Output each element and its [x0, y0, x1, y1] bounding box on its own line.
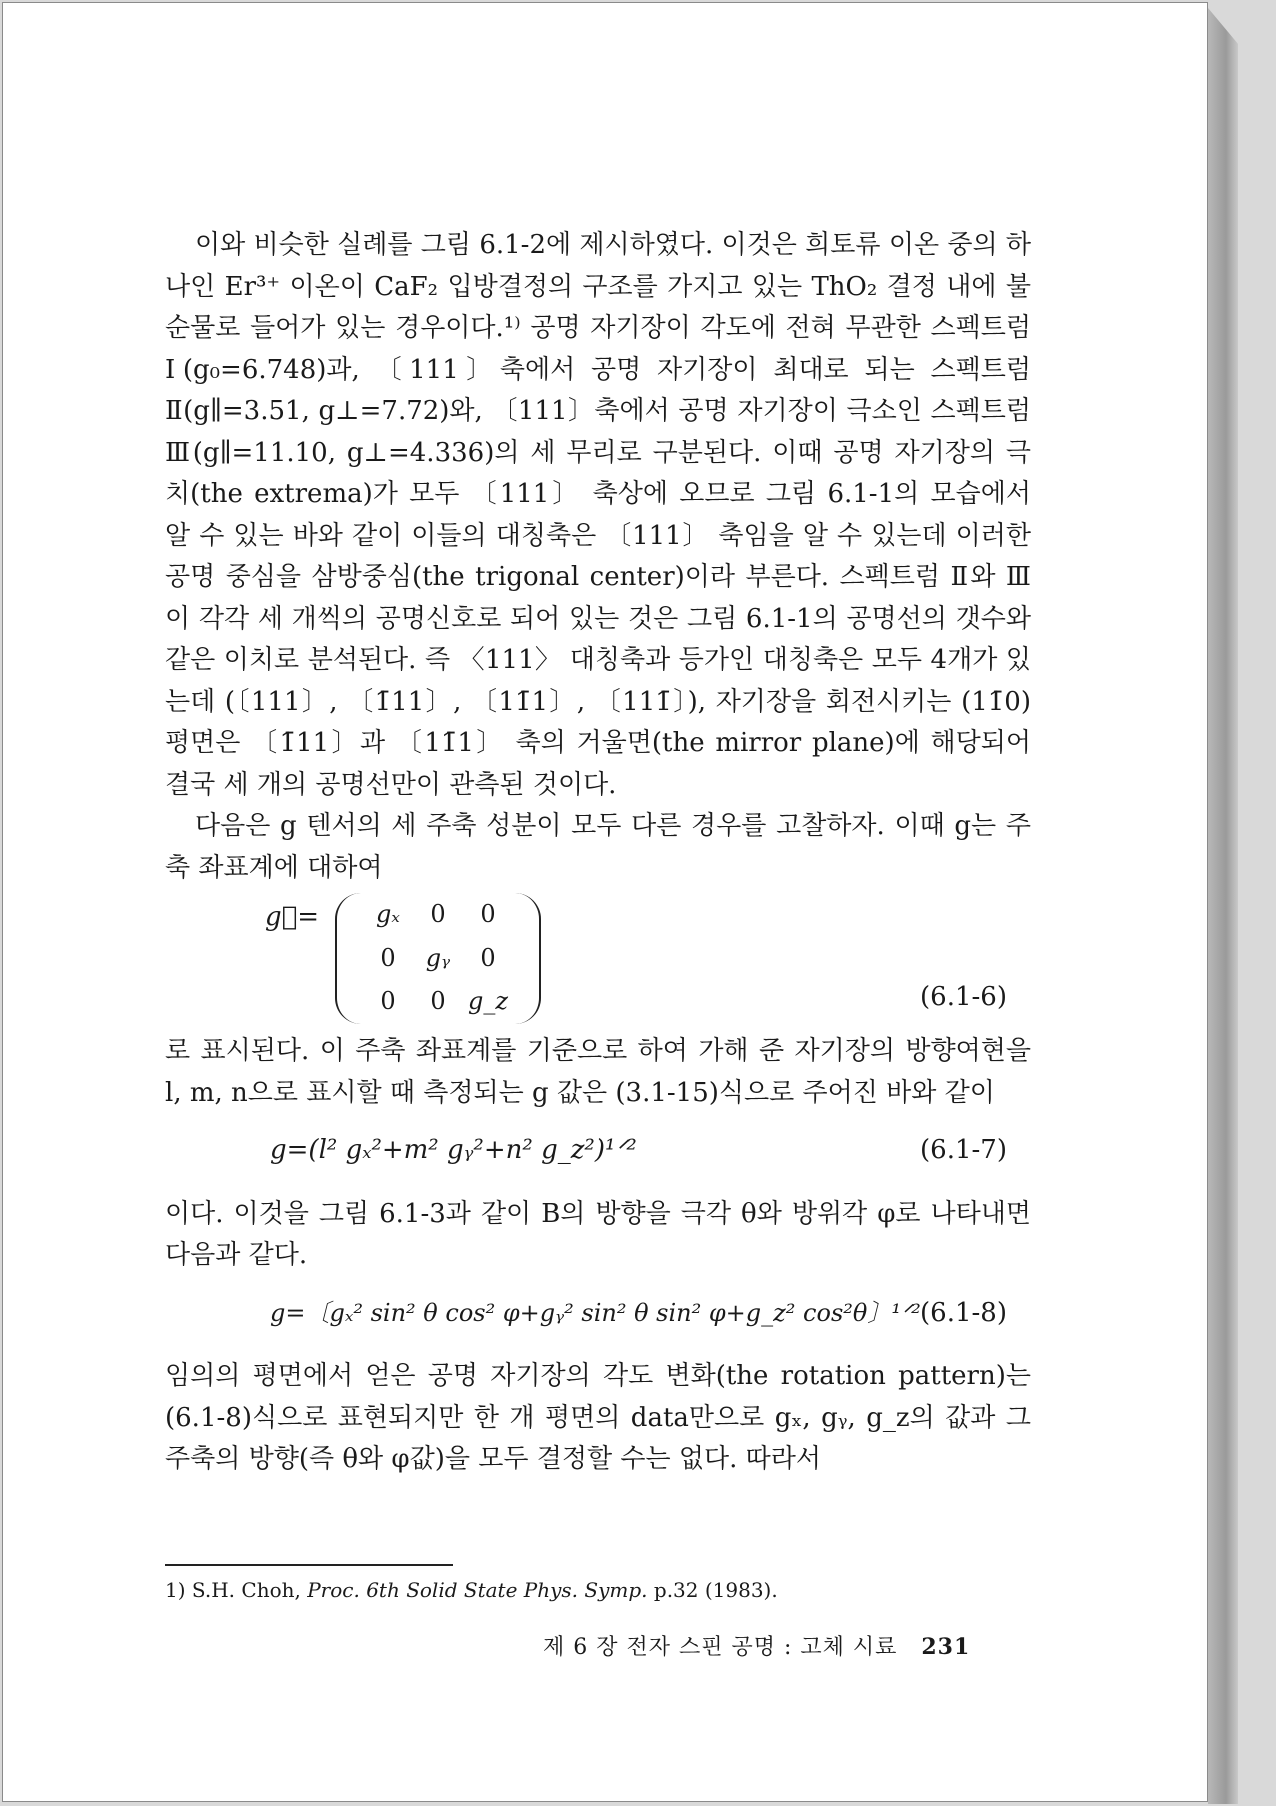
footnote	[165, 1575, 778, 1605]
equation-6-1-8	[165, 1293, 1031, 1335]
paragraph-4: 이다. 이것을 그림 6.1-3과 같이 B의 방향을 극각 θ와 방위각 φ로 나타내면 다음과 같다.	[165, 1198, 1031, 1270]
equation-6-1-6	[165, 897, 1031, 1021]
equation-number: (6.1-6)	[920, 982, 1007, 1012]
matrix-cell: g_z	[467, 987, 508, 1015]
equation-number: (6.1-8)	[920, 1297, 1007, 1328]
matrix-cell: 0	[380, 987, 396, 1015]
equation-6-1-7	[165, 1130, 1031, 1172]
footnote-source: Proc. 6th Solid State Phys. Symp.	[307, 1578, 648, 1602]
equation-expression: g=(l² gₓ²+m² gᵧ²+n² g_z²)¹ᐟ²	[270, 1135, 637, 1165]
matrix-cell: 0	[430, 987, 446, 1015]
running-footer	[543, 1630, 970, 1661]
equation-expression: g=〔gₓ² sin² θ cos² φ+gᵧ² sin² θ sin² φ+g_z² cos²θ〕¹ᐟ²	[270, 1298, 921, 1327]
paragraph-3: 로 표시된다. 이 주축 좌표계를 기준으로 하여 가해 준 자기장의 방향여현을 l, m, n으로 표시할 때 측정되는 g 값은 (3.1-15)식으로 주어진 바와 같이	[165, 1036, 1031, 1108]
footnote-marker: 1)	[165, 1578, 186, 1602]
matrix-cell: gₓ	[376, 900, 400, 928]
paragraph-5: 임의의 평면에서 얻은 공명 자기장의 각도 변화(the rotation pattern)는 (6.1-8)식으로 표현되지만 한 개 평면의 data만으로 gₓ, gᵧ, g_z의 값과 그 주축의 방향(즉 θ와 φ값)을 모두 결정할 수는 없다. 따라서	[165, 1361, 1031, 1474]
g-tensor-matrix	[335, 893, 541, 1024]
matrix-cell: 0	[380, 943, 396, 972]
matrix-cell: 0	[480, 900, 496, 928]
matrix-cell: 0	[480, 943, 496, 972]
paragraph-1: 이와 비슷한 실례를 그림 6.1-2에 제시하였다. 이것은 희토류 이온 중의 하나인 Er³⁺ 이온이 CaF₂ 입방결정의 구조를 가지고 있는 ThO₂ 결정 내에 불순물로 들어가 있는 경우이다.¹⁾ 공명 자기장이 각도에 전혀 무관한 스펙트럼 Ⅰ(g₀=6.748)과, 〔111〕축에서 공명 자기장이 최대로 되는 스펙트럼 Ⅱ(g∥=3.51, g⊥=7.72)와, 〔111〕축에서 공명 자기장이 극소인 스펙트럼 Ⅲ(g∥=11.10, g⊥=4.336)의 세 무리로 구분된다. 이때 공명 자기장의 극치(the extrema)가 모두 〔111〕 축상에 오므로 그림 6.1-1의 모습에서 알 수 있는 바와 같이 이들의 대칭축은 〔111〕 축임을 알 수 있는데 이러한 공명 중심을 삼방중심(the trigonal center)이라 부른다. 스펙트럼 Ⅱ와 Ⅲ이 각각 세 개씩의 공명신호로 되어 있는 것은 그림 6.1-1의 공명선의 갯수와 같은 이치로 분석된다. 즉 〈111〉 대칭축과 등가인 대칭축은 모두 4개가 있는데 (〔111〕, 〔1̄11〕, 〔11̄1〕, 〔111̄〕), 자기장을 회전시키는 (11̄0) 평면은 〔1̄11〕과 〔11̄1〕 축의 거울면(the mirror plane)에 해당되어 결국 세 개의 공명선만이 관측된 것이다.	[165, 230, 1031, 800]
page-edge-shadow	[1208, 8, 1238, 1804]
tensor-symbol: g⃡=	[265, 902, 320, 932]
chapter-title: 제 6 장 전자 스핀 공명 : 고체 시료	[543, 1635, 898, 1660]
matrix-cell: 0	[430, 900, 446, 928]
paragraph-2: 다음은 g 텐서의 세 주축 성분이 모두 다른 경우를 고찰하자. 이때 g는 주축 좌표계에 대하여	[165, 811, 1031, 883]
footnote-author: S.H. Choh,	[191, 1578, 301, 1602]
page-number: 231	[921, 1634, 971, 1660]
body-text	[165, 225, 1031, 1481]
equation-number: (6.1-7)	[920, 1135, 1007, 1165]
matrix-cell: gᵧ	[425, 943, 451, 972]
footnote-page-year: p.32 (1983).	[653, 1578, 778, 1602]
footnote-rule	[165, 1564, 453, 1566]
